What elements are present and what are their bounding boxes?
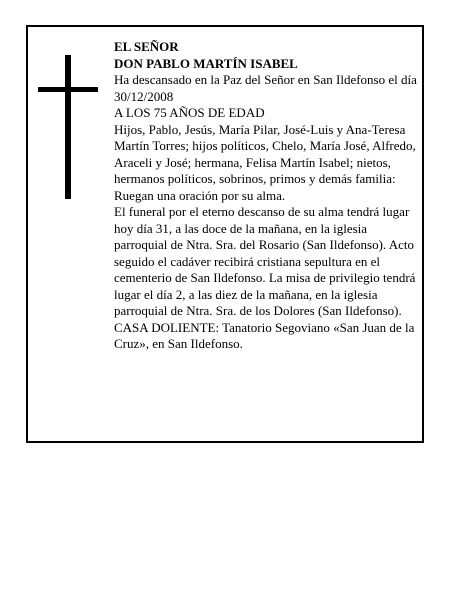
- cross-vertical-bar: [65, 55, 71, 199]
- announcement: Ha descansado en la Paz del Señor en San Ildefonso el día 30/12/2008: [114, 72, 417, 104]
- family-list: Hijos, Pablo, Jesús, María Pilar, José-Luis y Ana-Teresa Martín Torres; hijos políticos, Chelo, María José, Alfredo, Araceli y José; hermana, Felisa Martín Isabel; nietos, hermanos políticos, sobrinos, primos y demás familia:: [114, 121, 416, 186]
- deceased-name: DON PABLO MARTÍN ISABEL: [114, 55, 298, 71]
- age: A LOS 75 AÑOS DE EDAD: [114, 105, 265, 120]
- funeral-details: El funeral por el eterno descanso de su alma tendrá lugar hoy día 31, a las doce de la mañana, en la iglesia parroquial de Ntra. Sra. del Rosario (San Ildefonso). Acto seguido el cadáver recibirá cristiana sepultura en el cementerio de San Ildefonso. La misa de privilegio tendrá lugar el día 2, a las diez de la mañana, en la iglesia parroquial de Ntra. Sra. de los Dolores (San Ildefonso).: [114, 204, 416, 318]
- casa-doliente: CASA DOLIENTE: Tanatorio Segoviano «San Juan de la Cruz», en San Ildefonso.: [114, 319, 415, 351]
- obituary-notice: [26, 25, 424, 443]
- cross-horizontal-bar: [38, 87, 98, 92]
- notice-text: [114, 39, 422, 353]
- cross-icon: [38, 55, 98, 199]
- title-line-1: EL SEÑOR: [114, 39, 179, 54]
- prayer-request: Ruegan una oración por su alma.: [114, 187, 286, 203]
